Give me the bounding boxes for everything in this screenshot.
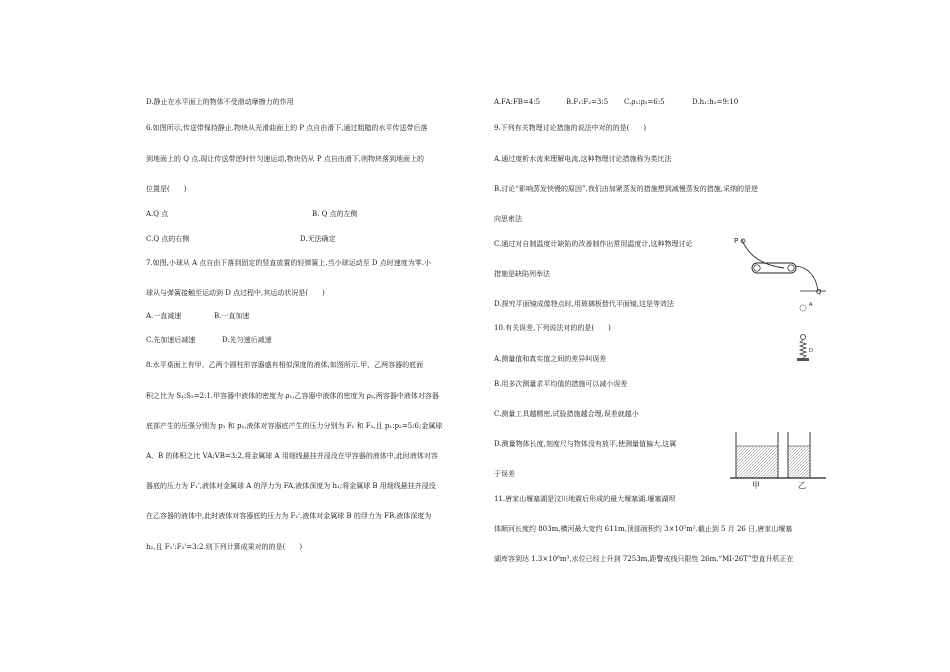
q6-option-c: C.Q 点的右侧 xyxy=(146,235,190,243)
q8-text-line7: h₂,且 F₁':F₂'=3:2.则下列计算成果对的的是( ) xyxy=(146,543,303,551)
q9-text: 9.下列有关物理讨论措施的说法中对的的是( ) xyxy=(494,124,647,132)
q7-option-d: D.先匀速后减速 xyxy=(222,336,272,344)
q9-option-b-line1: B.讨论“影响蒸发快慢的原因”,我们由加紧蒸发的措施想到减慢蒸发的措施,采纳的是逆 xyxy=(494,185,758,193)
q6-text-line3: 位置是( ) xyxy=(146,185,187,193)
conveyor-belt-figure xyxy=(740,236,830,296)
label-a: A xyxy=(809,302,813,308)
q9-option-d: D.探究平面镜成像特点时,用玻璃板替代平面镜,这是等效法 xyxy=(494,300,675,308)
q8-text-line6: 在乙容器的液体中,此时液体对容器底的压力为 F₂',液体对金属球 B 的浮力为 FB,液体深度为 xyxy=(146,512,432,520)
q11-text-line3: 湖库容到达 1.3×10⁸m³,水位已经上升到 7253m,距警戒线只限性 26m,“MI-26T”型直升机正在 xyxy=(494,555,794,563)
q9-option-a: A.通过度析水流来理解电流,这种物理讨论措施称为类比法 xyxy=(494,155,672,163)
q6-option-b: B. Q 点的左侧 xyxy=(312,210,358,218)
q10-option-c: C.测量工具越精密,试验措施越合理,误差就越小 xyxy=(494,410,639,418)
q8-text-line1: 8.水平桌面上有甲、乙两个圆柱形容器盛有相似深度的液体,如图所示.甲、乙两容器的底面 xyxy=(146,361,424,369)
q7-text-line2: 球从与弹簧接触至运动到 D 点过程中,其运动状况是( ) xyxy=(146,289,325,297)
q6-text-line2: 到地面上的 Q 点.现让传送带逆时针匀速运动,物块仍从 P 点自由滑下,则物块落到地面上的 xyxy=(146,155,425,163)
q8-text-line4: A、B 的体积之比 VA:VB=3:2,将金属球 A 用细线悬挂并浸没在甲容器的液体中,此时液体对容 xyxy=(146,452,438,460)
q10-option-d-line1: D.测量物体长度,刻度尺与物体没有放平,使测量值偏大,这属 xyxy=(494,440,677,448)
q11-text-line1: 11.唐家山堰塞湖是汶川地震后形成的最大堰塞湖.堰塞湖坝 xyxy=(494,495,676,503)
q9-option-b-line2: 向思索法 xyxy=(494,215,522,223)
q7-option-b: B.一直加速 xyxy=(214,312,250,320)
q6-option-a: A.Q 点 xyxy=(146,210,169,218)
spring-ball-figure xyxy=(795,300,825,370)
q8-text-line5: 器底的压力为 F₁',液体对金属球 A 的浮力为 FA,液体深度为 h₁;将金属球 B 用细线悬挂并浸没 xyxy=(146,482,436,490)
q10-option-a: A.测量值和真实值之间的差异叫误差 xyxy=(494,355,607,363)
q8-option-c: C.ρ₁:ρ₂=6:5 xyxy=(624,98,665,106)
q8-option-a: A.FA:FB=4:5 xyxy=(494,98,541,106)
q6-option-d: D.无法确定 xyxy=(300,235,336,243)
q6-text-line1: 6.如图所示,传送带保持静止.物块从光滑曲面上的 P 点自由滑下,通过粗糙的水平传送带后落 xyxy=(146,124,428,132)
label-p: P xyxy=(734,237,739,245)
q8-option-b: B.F₁:F₂=3:5 xyxy=(566,98,609,106)
q8-option-d: D.h₁:h₂=9:10 xyxy=(692,98,739,106)
q9-option-c-line1: C.通过对自制温度计缺陷的改善制作出常用温度计,这种物理讨论 xyxy=(494,240,693,248)
q9-option-c-line2: 措施是缺陷列举法 xyxy=(494,270,550,278)
q7-text-line1: 7.如图,小球从 A 点自由下落到固定的竖直放置的轻弹簧上.当小球运动至 D 点时速度为零.小 xyxy=(146,259,431,267)
q7-option-a: A.一直减速 xyxy=(146,312,182,320)
q10-option-b: B.用多次测量求平均值的措施可以减小误差 xyxy=(494,380,628,388)
label-q: Q xyxy=(816,288,822,296)
label-yi: 乙 xyxy=(798,481,806,490)
q5-option-d: D.静止在水平面上的物体不受滑动摩擦力的作用 xyxy=(146,98,294,106)
label-jia: 甲 xyxy=(752,481,760,490)
label-d: D xyxy=(809,348,813,354)
q8-text-line3: 底部产生的压强分别为 p₁ 和 p₂,液体对容器底产生的压力分别为 F₁ 和 F₂,且 p₁:p₂=5:6;金属球 xyxy=(146,422,443,430)
containers-figure xyxy=(730,428,830,488)
q11-text-line2: 体顺河长度约 803m,横河最大宽约 611m,顶部面积约 3×10⁵m².截止到 5 月 26 日,唐家山堰塞 xyxy=(494,525,793,533)
q8-text-line2: 积之比为 S₁:S₂=2:1.甲容器中液体的密度为 ρ₁,乙容器中液体的密度为 ρ₂,两容器中液体对容器 xyxy=(146,392,439,400)
q10-text: 10.有关误差,下列说法对的的是( ) xyxy=(494,324,611,332)
q10-option-d-line2: 于误差 xyxy=(494,470,515,478)
q7-option-c: C.先加速后减速 xyxy=(146,336,196,344)
